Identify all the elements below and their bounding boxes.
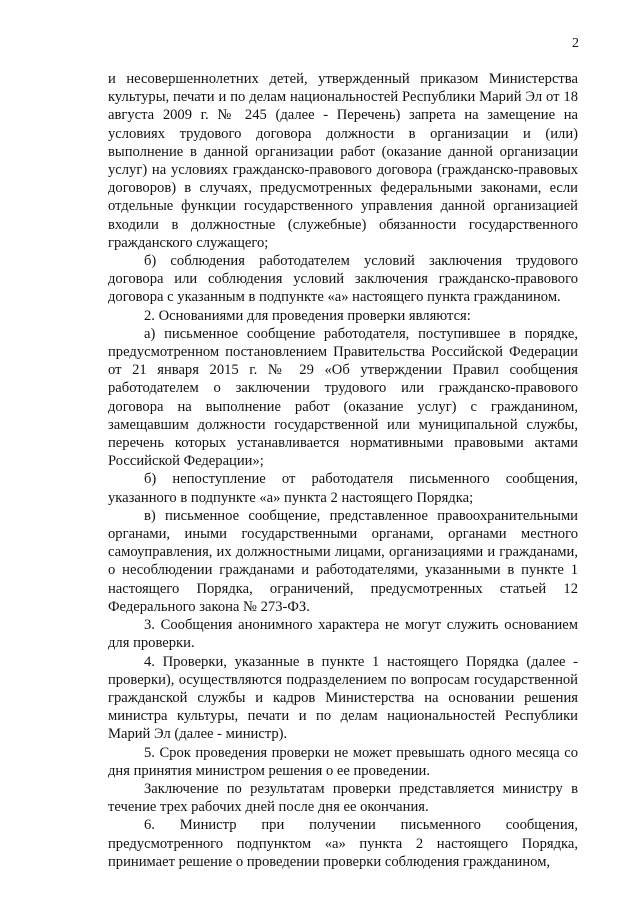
paragraph-item-4: 4. Проверки, указанные в пункте 1 настоящего Порядка (далее - проверки), осуществляются подразделением по вопросам государственной гражданской службы и кадров Министерства на основании решения министра культуры, печати и по делам национальностей Республики Марий Эл (далее - министр). bbox=[108, 653, 578, 743]
paragraph-item-2a: а) письменное сообщение работодателя, поступившее в порядке, предусмотренном постановлением Правительства Российской Федерации от 21 января 2015 г. № 29 «Об утверждении Правил сообщения работодателем о заключении трудового или гражданско-правового договора на выполнение работ (оказание услуг) с гражданином, замещавшим должности государственной или муниципальной службы, перечень которых устанавливается нормативными правовыми актами Российской Федерации»; bbox=[108, 325, 578, 470]
paragraph-item-3: 3. Сообщения анонимного характера не могут служить основанием для проверки. bbox=[108, 617, 578, 652]
paragraph-item-6: 6. Министр при получении письменного сообщения, предусмотренного подпунктом «а» пункта 2 настоящего Порядка, принимает решение о проведении проверки соблюдения гражданином, bbox=[108, 817, 578, 870]
document-body bbox=[108, 70, 578, 871]
paragraph-item-5: 5. Срок проведения проверки не может превышать одного месяца со дня принятия министром решения о ее проведении. bbox=[108, 744, 578, 779]
paragraph-item-2c: в) письменное сообщение, представленное правоохранительными органами, иными государственными органами, органами местного самоуправления, их должностными лицами, организациями и гражданами, о несоблюдении гражданами и работодателями, указанными в пункте 1 настоящего Порядка, ограничений, предусмотренных статьей 12 Федерального закона № 273-ФЗ. bbox=[108, 507, 578, 615]
page-number: 2 bbox=[572, 36, 579, 51]
paragraph-conclusion: Заключение по результатам проверки представляется министру в течение трех рабочих дней после дня ее окончания. bbox=[108, 780, 578, 816]
paragraph-clause-b: б) соблюдения работодателем условий заключения трудового договора или соблюдения условий заключения гражданско-правового договора с указанным в подпункте «а» настоящего пункта гражданином. bbox=[108, 253, 578, 306]
paragraph-continuation: и несовершеннолетних детей, утвержденный приказом Министерства культуры, печати и по делам национальностей Республики Марий Эл от 18 августа 2009 г. № 245 (далее - Перечень) запрета на замещение на условиях трудового договора должности в организации и (или) выполнение в данной организации работ (оказание данной организации услуг) на условиях гражданско-правового договора (гражданско-правовых договоров) в случаях, предусмотренных федеральными законами, если отдельные функции государственного управления данной организацией входили в должностные (служебные) обязанности государственного гражданского служащего; bbox=[108, 71, 578, 251]
paragraph-item-2: 2. Основаниями для проведения проверки являются: bbox=[144, 307, 471, 324]
paragraph-item-2b: б) непоступление от работодателя письменного сообщения, указанного в подпункте «а» пункта 2 настоящего Порядка; bbox=[108, 471, 578, 506]
